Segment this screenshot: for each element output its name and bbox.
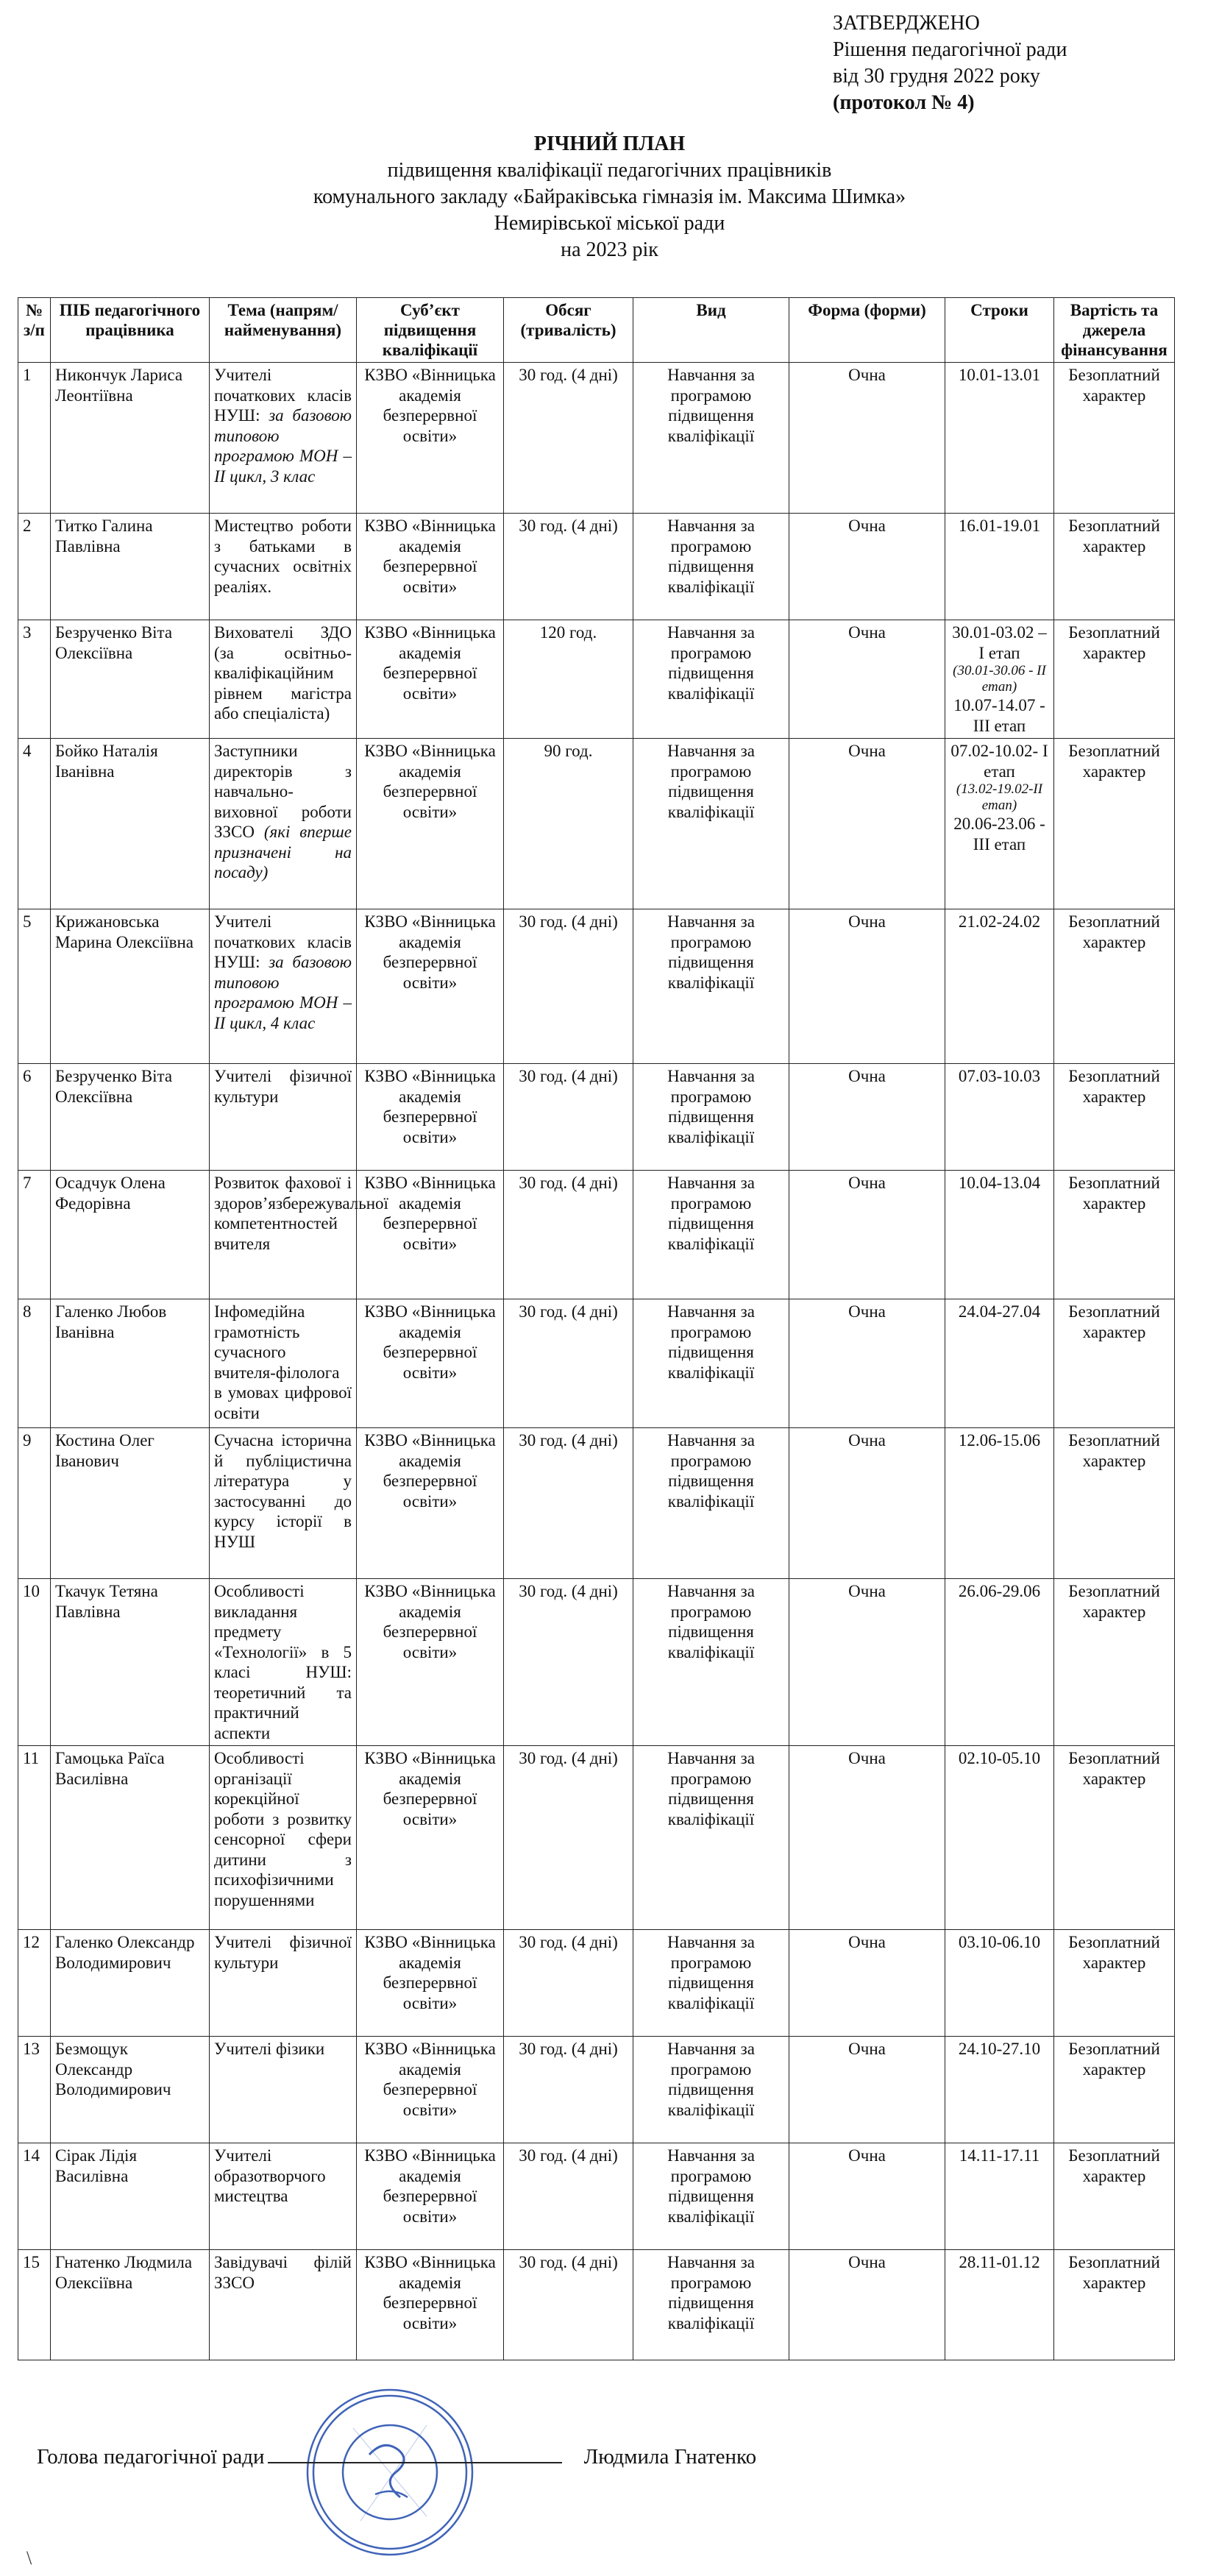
cell-num: 7 (18, 1171, 51, 1299)
topic-text: Сучасна історична й публіцистична література у застосуванні до курсу історії в НУШ (214, 1431, 352, 1551)
cell-dates (945, 620, 1054, 739)
document-subtitle-3: Немирівської міської ради (494, 212, 725, 235)
cell-provider: КЗВО «Вінницька академія безперервної освіти» (357, 363, 504, 514)
cell-dates (945, 1428, 1054, 1579)
header-dates: Строки (945, 298, 1054, 363)
document-title-block (0, 131, 1219, 263)
table-row (18, 2037, 1175, 2143)
cell-volume: 30 год. (4 дні) (504, 1746, 633, 1930)
cell-topic (210, 1746, 357, 1930)
cell-kind: Навчання за програмою підвищення кваліфікації (633, 1171, 789, 1299)
dates-subtext: (30.01-30.06 - ІІ етап) (953, 663, 1046, 695)
cell-kind: Навчання за програмою підвищення кваліфікації (633, 739, 789, 909)
topic-text: Учителі початкових класів НУШ: (214, 912, 352, 971)
table-row (18, 2143, 1175, 2250)
topic-text: Учителі образотворчого мистецтва (214, 2146, 326, 2205)
topic-text: Мистецтво роботи з батьками в сучасних освітніх реаліях. (214, 517, 352, 596)
cell-topic (210, 514, 357, 620)
cell-form: Очна (789, 1930, 945, 2037)
cell-num: 2 (18, 514, 51, 620)
cell-topic (210, 739, 357, 909)
cell-name: Галенко Олександр Володимирович (51, 1930, 210, 2037)
cell-cost: Безоплатний характер (1054, 1299, 1175, 1428)
header-num: № з/п (18, 298, 51, 363)
cell-cost: Безоплатний характер (1054, 739, 1175, 909)
cell-cost: Безоплатний характер (1054, 2250, 1175, 2360)
cell-num: 13 (18, 2037, 51, 2143)
topic-text: Заступники директорів з навчально-виховної роботи ЗЗСО (214, 742, 352, 841)
dates-stage-3: 20.06-23.06 - ІІІ етап (953, 815, 1045, 854)
table-row (18, 739, 1175, 909)
dates-text: 24.04-27.04 (958, 1302, 1041, 1321)
cell-form: Очна (789, 1171, 945, 1299)
cell-cost: Безоплатний характер (1054, 1579, 1175, 1746)
cell-provider: КЗВО «Вінницька академія безперервної освіти» (357, 909, 504, 1064)
cell-dates (945, 1064, 1054, 1171)
topic-subtext: за базовою типовою програмою МОН – ІІ цикл, 3 клас (214, 406, 352, 486)
cell-form: Очна (789, 1064, 945, 1171)
cell-name: Безрученко Віта Олексіївна (51, 620, 210, 739)
table-row (18, 620, 1175, 739)
cell-name: Безмощук Олександр Володимирович (51, 2037, 210, 2143)
cell-dates (945, 2037, 1054, 2143)
cell-cost: Безоплатний характер (1054, 1064, 1175, 1171)
cell-form: Очна (789, 1299, 945, 1428)
cell-topic (210, 2250, 357, 2360)
dates-text: 07.02-10.02- І етап (950, 742, 1048, 781)
cell-cost: Безоплатний характер (1054, 2037, 1175, 2143)
cell-name: Галенко Любов Іванівна (51, 1299, 210, 1428)
cell-cost: Безоплатний характер (1054, 620, 1175, 739)
cell-volume: 120 год. (504, 620, 633, 739)
header-topic: Тема (напрям/ найменування) (210, 298, 357, 363)
cell-provider: КЗВО «Вінницька академія безперервної освіти» (357, 1064, 504, 1171)
cell-num: 14 (18, 2143, 51, 2250)
header-kind: Вид (633, 298, 789, 363)
cell-name: Бойко Наталія Іванівна (51, 739, 210, 909)
cell-name: Осадчук Олена Федорівна (51, 1171, 210, 1299)
cell-dates (945, 2250, 1054, 2360)
cell-name: Крижановська Марина Олексіївна (51, 909, 210, 1064)
table-row (18, 514, 1175, 620)
table-row (18, 1428, 1175, 1579)
topic-subtext: за базовою типовою програмою МОН – ІІ цикл, 4 клас (214, 953, 352, 1032)
topic-text: Учителі фізики (214, 2040, 325, 2058)
document-subtitle-4: на 2023 рік (561, 238, 658, 261)
cell-cost: Безоплатний характер (1054, 1428, 1175, 1579)
cell-provider: КЗВО «Вінницька академія безперервної освіти» (357, 739, 504, 909)
approval-decision: Рішення педагогічної ради (833, 38, 1067, 61)
approval-date: від 30 грудня 2022 року (833, 65, 1040, 88)
dates-text: 10.01-13.01 (958, 366, 1041, 384)
margin-mark: \ (26, 2547, 32, 2569)
dates-text: 16.01-19.01 (958, 517, 1041, 535)
cell-volume: 30 год. (4 дні) (504, 2250, 633, 2360)
dates-text: 07.03-10.03 (958, 1067, 1041, 1085)
cell-num: 11 (18, 1746, 51, 1930)
dates-text: 26.06-29.06 (958, 1582, 1041, 1600)
topic-text: Завідувачі філій ЗЗСО (214, 2253, 352, 2292)
topic-text: Розвиток фахової і здоров’язбережувальної компетентностей вчителя (214, 1174, 388, 1253)
cell-kind: Навчання за програмою підвищення кваліфікації (633, 514, 789, 620)
cell-volume: 30 год. (4 дні) (504, 1930, 633, 2037)
table-row (18, 1171, 1175, 1299)
signature-line (37, 2444, 756, 2469)
approval-title: ЗАТВЕРДЖЕНО (833, 12, 980, 35)
dates-text: 14.11-17.11 (959, 2146, 1040, 2165)
cell-volume: 30 год. (4 дні) (504, 363, 633, 514)
cell-dates (945, 514, 1054, 620)
cell-dates (945, 1171, 1054, 1299)
cell-num: 9 (18, 1428, 51, 1579)
cell-volume: 30 год. (4 дні) (504, 1299, 633, 1428)
cell-dates (945, 363, 1054, 514)
cell-num: 8 (18, 1299, 51, 1428)
cell-volume: 30 год. (4 дні) (504, 1579, 633, 1746)
topic-text: Учителі фізичної культури (214, 1933, 352, 1972)
dates-text: 24.10-27.10 (958, 2040, 1041, 2058)
cell-volume: 30 год. (4 дні) (504, 514, 633, 620)
topic-subtext: (які вперше призначені на посаду) (214, 823, 352, 881)
cell-cost: Безоплатний характер (1054, 1930, 1175, 2037)
dates-text: 28.11-01.12 (959, 2253, 1040, 2271)
cell-name: Ткачук Тетяна Павлівна (51, 1579, 210, 1746)
cell-volume: 30 год. (4 дні) (504, 1428, 633, 1579)
cell-cost: Безоплатний характер (1054, 514, 1175, 620)
cell-form: Очна (789, 514, 945, 620)
table-row (18, 1299, 1175, 1428)
cell-provider: КЗВО «Вінницька академія безперервної освіти» (357, 1428, 504, 1579)
cell-provider: КЗВО «Вінницька академія безперервної освіти» (357, 2250, 504, 2360)
cell-kind: Навчання за програмою підвищення кваліфікації (633, 2037, 789, 2143)
cell-provider: КЗВО «Вінницька академія безперервної освіти» (357, 620, 504, 739)
cell-form: Очна (789, 2143, 945, 2250)
cell-cost: Безоплатний характер (1054, 1746, 1175, 1930)
topic-text: Інфомедійна грамотність сучасного вчителя-філолога в умовах цифрової освіти (214, 1302, 352, 1422)
cell-volume: 30 год. (4 дні) (504, 909, 633, 1064)
cell-topic (210, 620, 357, 739)
topic-text: Особливості організації корекційної роботи з розвитку сенсорної сфери дитини з психофізичними порушеннями (214, 1749, 352, 1909)
table-row (18, 1579, 1175, 1746)
cell-num: 5 (18, 909, 51, 1064)
cell-num: 1 (18, 363, 51, 514)
cell-name: Костина Олег Іванович (51, 1428, 210, 1579)
signature-label: Голова педагогічної ради (37, 2445, 265, 2469)
cell-kind: Навчання за програмою підвищення кваліфікації (633, 1299, 789, 1428)
cell-num: 6 (18, 1064, 51, 1171)
cell-volume: 90 год. (504, 739, 633, 909)
cell-form: Очна (789, 620, 945, 739)
cell-topic (210, 363, 357, 514)
cell-provider: КЗВО «Вінницька академія безперервної освіти» (357, 1579, 504, 1746)
header-form: Форма (форми) (789, 298, 945, 363)
table-header-row (18, 298, 1175, 363)
dates-text: 30.01-03.02 – І етап (952, 623, 1047, 662)
header-provider: Суб’єкт підвищення кваліфікації (357, 298, 504, 363)
cell-kind: Навчання за програмою підвищення кваліфікації (633, 2143, 789, 2250)
cell-kind: Навчання за програмою підвищення кваліфікації (633, 1064, 789, 1171)
cell-kind: Навчання за програмою підвищення кваліфікації (633, 1579, 789, 1746)
cell-provider: КЗВО «Вінницька академія безперервної освіти» (357, 2037, 504, 2143)
table-row (18, 2250, 1175, 2360)
signature-blank (268, 2444, 562, 2463)
dates-text: 21.02-24.02 (958, 912, 1041, 931)
dates-text: 12.06-15.06 (958, 1431, 1041, 1450)
cell-topic (210, 1171, 388, 1299)
document-title: РІЧНИЙ ПЛАН (533, 132, 686, 155)
approval-protocol: (протокол № 4) (833, 91, 975, 114)
cell-form: Очна (789, 1746, 945, 1930)
cell-provider: КЗВО «Вінницька академія безперервної освіти» (357, 1746, 504, 1930)
cell-form: Очна (789, 2037, 945, 2143)
cell-cost: Безоплатний характер (1054, 363, 1175, 514)
cell-form: Очна (789, 2250, 945, 2360)
cell-topic (210, 2143, 357, 2250)
table-row (18, 1746, 1175, 1930)
cell-topic (210, 1579, 357, 1746)
cell-topic (210, 1299, 357, 1428)
table-row (18, 1064, 1175, 1171)
cell-name: Титко Галина Павлівна (51, 514, 210, 620)
cell-volume: 30 год. (4 дні) (504, 2037, 633, 2143)
cell-provider: КЗВО «Вінницька академія безперервної освіти» (357, 1171, 504, 1299)
topic-text: Вихователі ЗДО (за освітньо-кваліфікаційним рівнем магістра або спеціаліста) (214, 623, 352, 723)
cell-dates (945, 2143, 1054, 2250)
cell-dates (945, 1930, 1054, 2037)
header-cost: Вартість та джерела фінансування (1054, 298, 1175, 363)
approval-stamp-text (833, 10, 1067, 116)
header-volume: Обсяг (тривалість) (504, 298, 633, 363)
cell-provider: КЗВО «Вінницька академія безперервної освіти» (357, 1299, 504, 1428)
cell-num: 3 (18, 620, 51, 739)
topic-text: Учителі фізичної культури (214, 1067, 352, 1106)
cell-volume: 30 год. (4 дні) (504, 1064, 633, 1171)
cell-topic (210, 1930, 357, 2037)
cell-form: Очна (789, 739, 945, 909)
cell-form: Очна (789, 909, 945, 1064)
cell-form: Очна (789, 1428, 945, 1579)
topic-text: Особливості викладання предмету «Технології» в 5 класі НУШ: теоретичний та практичний аспекти (214, 1582, 352, 1742)
table-body (18, 363, 1175, 2360)
document-subtitle-2: комунального закладу «Байраківська гімназія ім. Максима Шимка» (313, 185, 906, 208)
cell-dates (945, 1299, 1054, 1428)
dates-stage-3: 10.07-14.07 - ІІІ етап (953, 696, 1045, 735)
cell-kind: Навчання за програмою підвищення кваліфікації (633, 2250, 789, 2360)
cell-num: 10 (18, 1579, 51, 1746)
cell-name: Никончук Лариса Леонтіївна (51, 363, 210, 514)
cell-volume: 30 год. (4 дні) (504, 1171, 633, 1299)
cell-topic (210, 1428, 357, 1579)
cell-cost: Безоплатний характер (1054, 1171, 1175, 1299)
cell-name: Гамоцька Раїса Василівна (51, 1746, 210, 1930)
table-row (18, 909, 1175, 1064)
table-row (18, 1930, 1175, 2037)
cell-kind: Навчання за програмою підвищення кваліфікації (633, 1930, 789, 2037)
cell-kind: Навчання за програмою підвищення кваліфікації (633, 363, 789, 514)
cell-kind: Навчання за програмою підвищення кваліфікації (633, 1428, 789, 1579)
cell-form: Очна (789, 363, 945, 514)
cell-topic (210, 909, 357, 1064)
cell-form: Очна (789, 1579, 945, 1746)
cell-num: 15 (18, 2250, 51, 2360)
cell-dates (945, 909, 1054, 1064)
table-row (18, 363, 1175, 514)
cell-topic (210, 1064, 357, 1171)
dates-text: 02.10-05.10 (958, 1749, 1041, 1767)
cell-kind: Навчання за програмою підвищення кваліфікації (633, 909, 789, 1064)
cell-dates (945, 1579, 1054, 1746)
topic-text: Учителі початкових класів НУШ: (214, 366, 352, 425)
cell-topic (210, 2037, 357, 2143)
cell-provider: КЗВО «Вінницька академія безперервної освіти» (357, 514, 504, 620)
cell-name: Сірак Лідія Василівна (51, 2143, 210, 2250)
signer-name: Людмила Гнатенко (583, 2445, 757, 2469)
cell-num: 4 (18, 739, 51, 909)
cell-name: Гнатенко Людмила Олексіївна (51, 2250, 210, 2360)
header-name: ПІБ педагогічного працівника (51, 298, 210, 363)
cell-kind: Навчання за програмою підвищення кваліфікації (633, 620, 789, 739)
dates-subtext: (13.02-19.02-ІІ етап) (956, 781, 1043, 813)
cell-dates (945, 739, 1054, 909)
training-plan-table (18, 297, 1175, 2360)
dates-text: 03.10-06.10 (958, 1933, 1041, 1951)
cell-provider: КЗВО «Вінницька академія безперервної освіти» (357, 2143, 504, 2250)
cell-volume: 30 год. (4 дні) (504, 2143, 633, 2250)
cell-cost: Безоплатний характер (1054, 2143, 1175, 2250)
cell-provider: КЗВО «Вінницька академія безперервної освіти» (357, 1930, 504, 2037)
cell-cost: Безоплатний характер (1054, 909, 1175, 1064)
cell-kind: Навчання за програмою підвищення кваліфікації (633, 1746, 789, 1930)
document-subtitle-1: підвищення кваліфікації педагогічних працівників (387, 159, 832, 182)
official-seal (302, 2384, 478, 2561)
cell-num: 12 (18, 1930, 51, 2037)
cell-name: Безрученко Віта Олексіївна (51, 1064, 210, 1171)
dates-text: 10.04-13.04 (958, 1174, 1041, 1192)
cell-dates (945, 1746, 1054, 1930)
